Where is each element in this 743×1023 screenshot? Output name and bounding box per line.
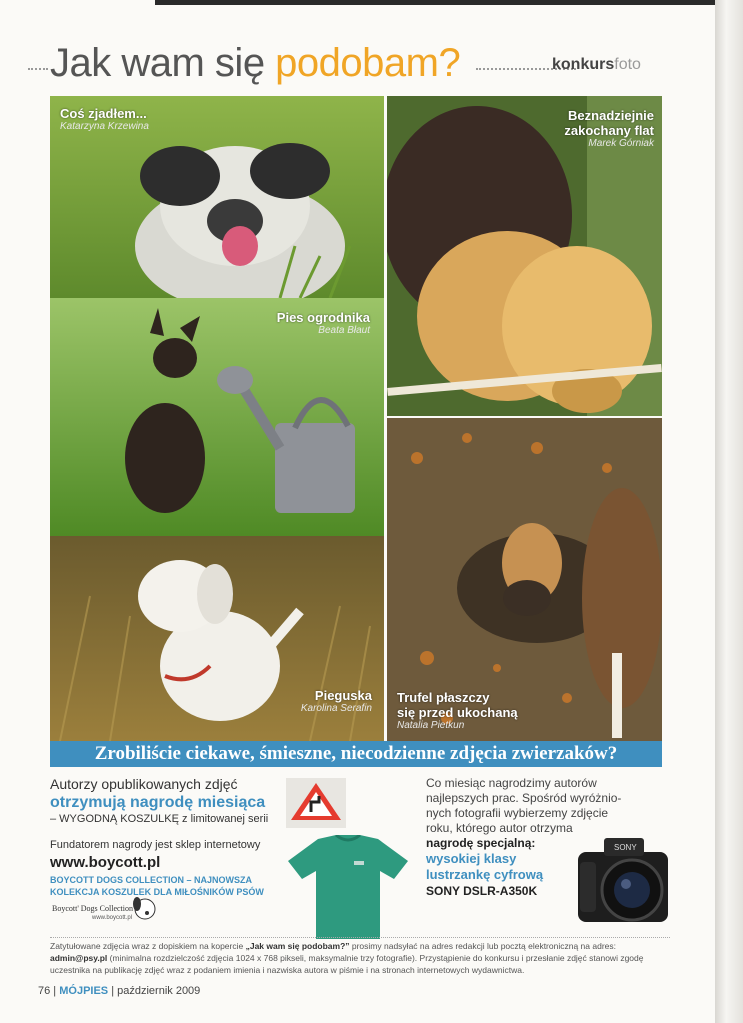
boycott-sign [286,778,346,828]
boycott-logo-text: Boycott' Dogs Collection [52,904,133,913]
photo-title: Pies ogrodnika [276,310,370,325]
boycott-logo-url: www.boycott.pl [92,915,133,921]
photo-author: Beata Błaut [318,325,370,336]
camera-type-line: lustrzankę cyfrową [426,867,544,882]
photo-title: Trufel płaszczy [397,690,490,705]
header-dotted-rule-left [28,68,48,70]
section-badge [552,56,641,74]
footer-rules-text [50,940,670,976]
photo-title: Beznadziejnie [568,108,654,123]
dog-head-icon [130,892,160,922]
photo-eating-dog [50,96,384,298]
page-spine [715,0,743,1023]
issue-date: październik 2009 [117,985,201,997]
caption-spotted-dog [301,688,372,715]
sony-camera [574,832,672,928]
page-footer: 76 | MÓJPIES | październik 2009 [38,985,201,997]
badge-bold: konkurs [552,56,615,73]
photo-author: Katarzyna Krzewina [60,121,149,132]
contest-banner: Zrobiliście ciekawe, śmieszne, niecodzienne zdjęcia zwierzaków? [50,741,662,767]
yearly-prize-text: Co miesiąc nagrodzimy autorów najlepszych prac. Spośród wyróżnio-nych fotografii wybierzemy zdjęcie roku, którego autor otrzyma [426,776,622,835]
camera-icon [574,832,672,928]
photo-gardener-dog [50,298,384,536]
caption-gardener-dog [277,310,370,337]
prize-info-left [50,776,285,921]
prize-tshirt [286,835,410,941]
authors-line: Autorzy opublikowanych zdjęć [50,776,238,792]
monthly-prize-line: otrzymują nagrodę miesiąca [50,794,266,811]
title-text: Jak wam się [50,41,276,85]
page-header [28,38,698,88]
footer-email[interactable]: admin@psy.pl [50,953,108,963]
footer-bold: „Jak wam się podobam?” [245,941,350,951]
photo-title: Coś zjadłem... [60,106,147,121]
camera-brand: SONY [614,843,637,852]
caption-eating-dog [60,106,149,133]
caption-pug-hole [397,690,518,732]
special-prize-label: nagrodę specjalną: [426,836,536,850]
top-bar [155,0,715,5]
footer-text-1: Zatytułowane zdjęcia wraz z dopiskiem na kopercie [50,941,246,951]
photo-hugging-dogs [387,96,662,416]
photo-spotted-dog [50,536,384,741]
footer-rule [50,937,670,938]
camera-class-line: wysokiej klasy [426,851,517,866]
title-highlight: podobam? [275,41,461,85]
sponsor-line: Fundatorem nagrody jest sklep internetowy [50,839,261,851]
camera-model: SONY DSLR-A350K [426,884,538,898]
photo-author: Natalia Pietkun [397,720,465,731]
footer-text-2: prosimy nadsyłać na adres redakcji lub pocztą elektroniczną na adres: [349,941,616,951]
warning-sign-icon [286,778,346,828]
photo-title-line2: zakochany flat [564,123,654,138]
photo-author: Karolina Serafin [300,703,372,714]
badge-light: foto [614,56,641,73]
photo-title: Pieguska [314,688,372,703]
collection-promo: BOYCOTT DOGS COLLECTION – NAJNOWSZA KOLEKCJA KOSZULEK DLA MIŁOŚNIKÓW PSÓW [50,875,264,897]
photo-title-line2: się przed ukochaną [397,705,518,720]
caption-hugging-dogs [564,108,654,150]
magazine-name: MÓJPIES [59,985,109,997]
tshirt-line: – WYGODNĄ KOSZULKĘ z limitowanej serii [50,813,269,825]
footer-text-3: (minimalna rozdzielczość zdjęcia 1024 x 768 pikseli, maksymalnie trzy fotografie). Przystąpienie do konkursu i przesłanie zdjęć stanowi zgodę uczestnika na publikację zdjęć wraz z podaniem imienia i nazwiska autora w piśmie i na stronach internetowych wydawnictwa. [50,953,644,975]
sponsor-url[interactable]: www.boycott.pl [50,854,161,871]
page-number: 76 [38,985,51,997]
page-title [50,38,460,88]
photo-pug-hole [387,418,662,741]
tshirt-icon [286,835,410,941]
photo-author: Marek Górniak [588,138,654,149]
boycott-logo [52,892,162,930]
